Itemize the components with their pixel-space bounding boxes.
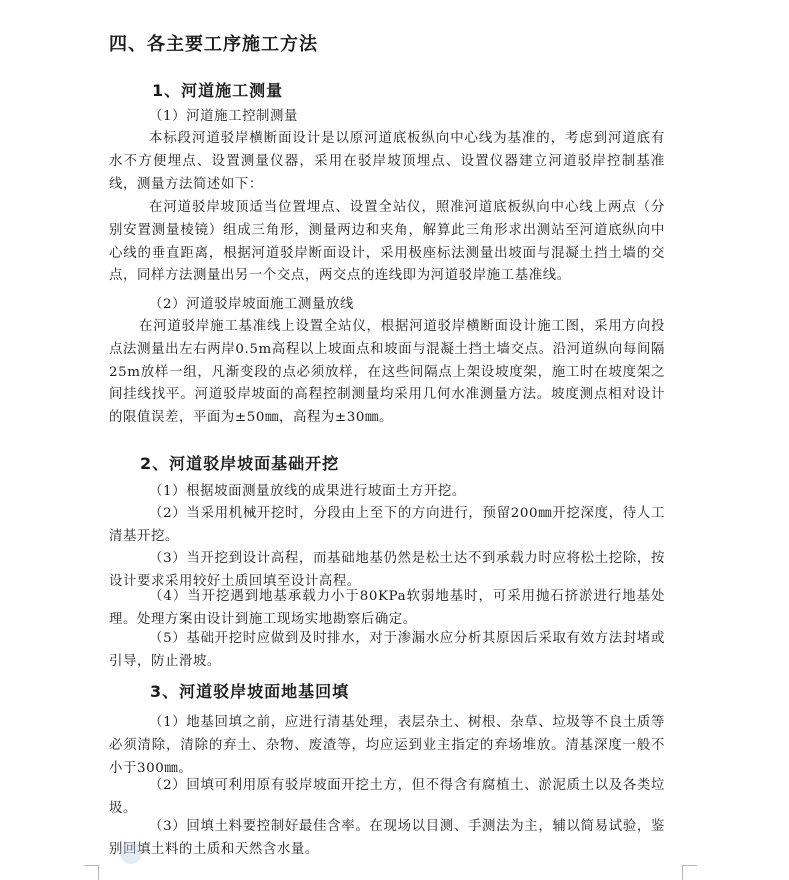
page-corner-mark-left <box>84 865 99 880</box>
section-2-para-4: （4）当开挖遇到地基承载力小于80KPa软弱地基时，可采用抛石挤淤进行地基处理。处理方案由设计到施工现场实地勘察后确定。 <box>109 589 665 627</box>
section-2-para-3: （3）当开挖到设计高程，而基础地基仍然是松土达不到承载力时应将松土挖除，按设计要求采用较好土质回填至设计高程。 <box>109 551 665 589</box>
section-2-para-5: （5）基础开挖时应做到及时排水，对于渗漏水应分析其原因后采取有效方法封堵或引导，防止滑坡。 <box>109 631 665 669</box>
section-3-para-3: （3）回填土料要控制好最佳含率。在现场以目测、手测法为主，辅以简易试验，鉴别回填土料的土质和天然含水量。 <box>109 819 665 857</box>
watermark-icon <box>120 842 142 864</box>
section-3-title: 3、河道驳岸坡面地基回填 <box>150 682 350 701</box>
section-1-para-1: （1）河道施工控制测量 <box>149 109 299 124</box>
section-3-para-2: （2）回填可利用原有驳岸坡面开挖土方，但不得含有腐植土、淤泥质土以及各类垃圾。 <box>109 778 665 816</box>
section-1-para-2: 本标段河道驳岸横断面设计是以原河道底板纵向中心线为基准的，考虑到河道底有水不方便埋点、设置测量仪器，采用在驳岸坡顶埋点、设置仪器建立河道驳岸控制基准线，测量方法简述如下： <box>109 131 665 192</box>
section-2-para-1: （1）根据坡面测量放线的成果进行坡面土方开挖。 <box>149 484 466 499</box>
section-1-para-3: 在河道驳岸坡顶适当位置埋点、设置全站仪，照准河道底板纵向中心线上两点（分别安置测量棱镜）组成三角形，测量两边和夹角，解算此三角形求出测站至河道底纵向中心线的垂直距离，根据河道驳岸断面设计，采用极座标法测量出坡面与混凝土挡土墙的交点，同样方法测量出另一个交点，两交点的连线即为河道驳岸施工基准线。 <box>109 200 665 284</box>
section-1-title: 1、河道施工测量 <box>152 81 284 100</box>
section-3-para-1: （1）地基回填之前，应进行清基处理，表层杂土、树根、杂草、垃圾等不良土质等必须清除，清除的弃土、杂物、废渣等，均应运到业主指定的弃场堆放。清基深度一般不小于300㎜。 <box>109 715 665 776</box>
section-2-para-2: （2）当采用机械开挖时，分段由上至下的方向进行，预留200㎜开挖深度，待人工清基开挖。 <box>109 506 665 544</box>
section-2-title: 2、河道驳岸坡面基础开挖 <box>140 454 340 473</box>
page-corner-mark-right <box>682 865 697 880</box>
main-heading: 四、各主要工序施工方法 <box>109 34 318 55</box>
section-1-para-4: （2）河道驳岸坡面施工测量放线 <box>149 297 354 312</box>
section-1-para-5: 在河道驳岸施工基准线上设置全站仪，根据河道驳岸横断面设计施工图，采用方向投点法测量出左右两岸0.5m高程以上坡面点和坡面与混凝土挡土墙交点。沿河道纵向每间隔25m放样一组，凡渐变段的点必须放样，在这些间隔点上架设坡度架，施工时在坡度架之间挂线找平。河道驳岸坡面的高程控制测量均采用几何水准测量方法。坡度测点相对设计的限值误差，平面为±50㎜，高程为±30㎜。 <box>109 319 665 426</box>
